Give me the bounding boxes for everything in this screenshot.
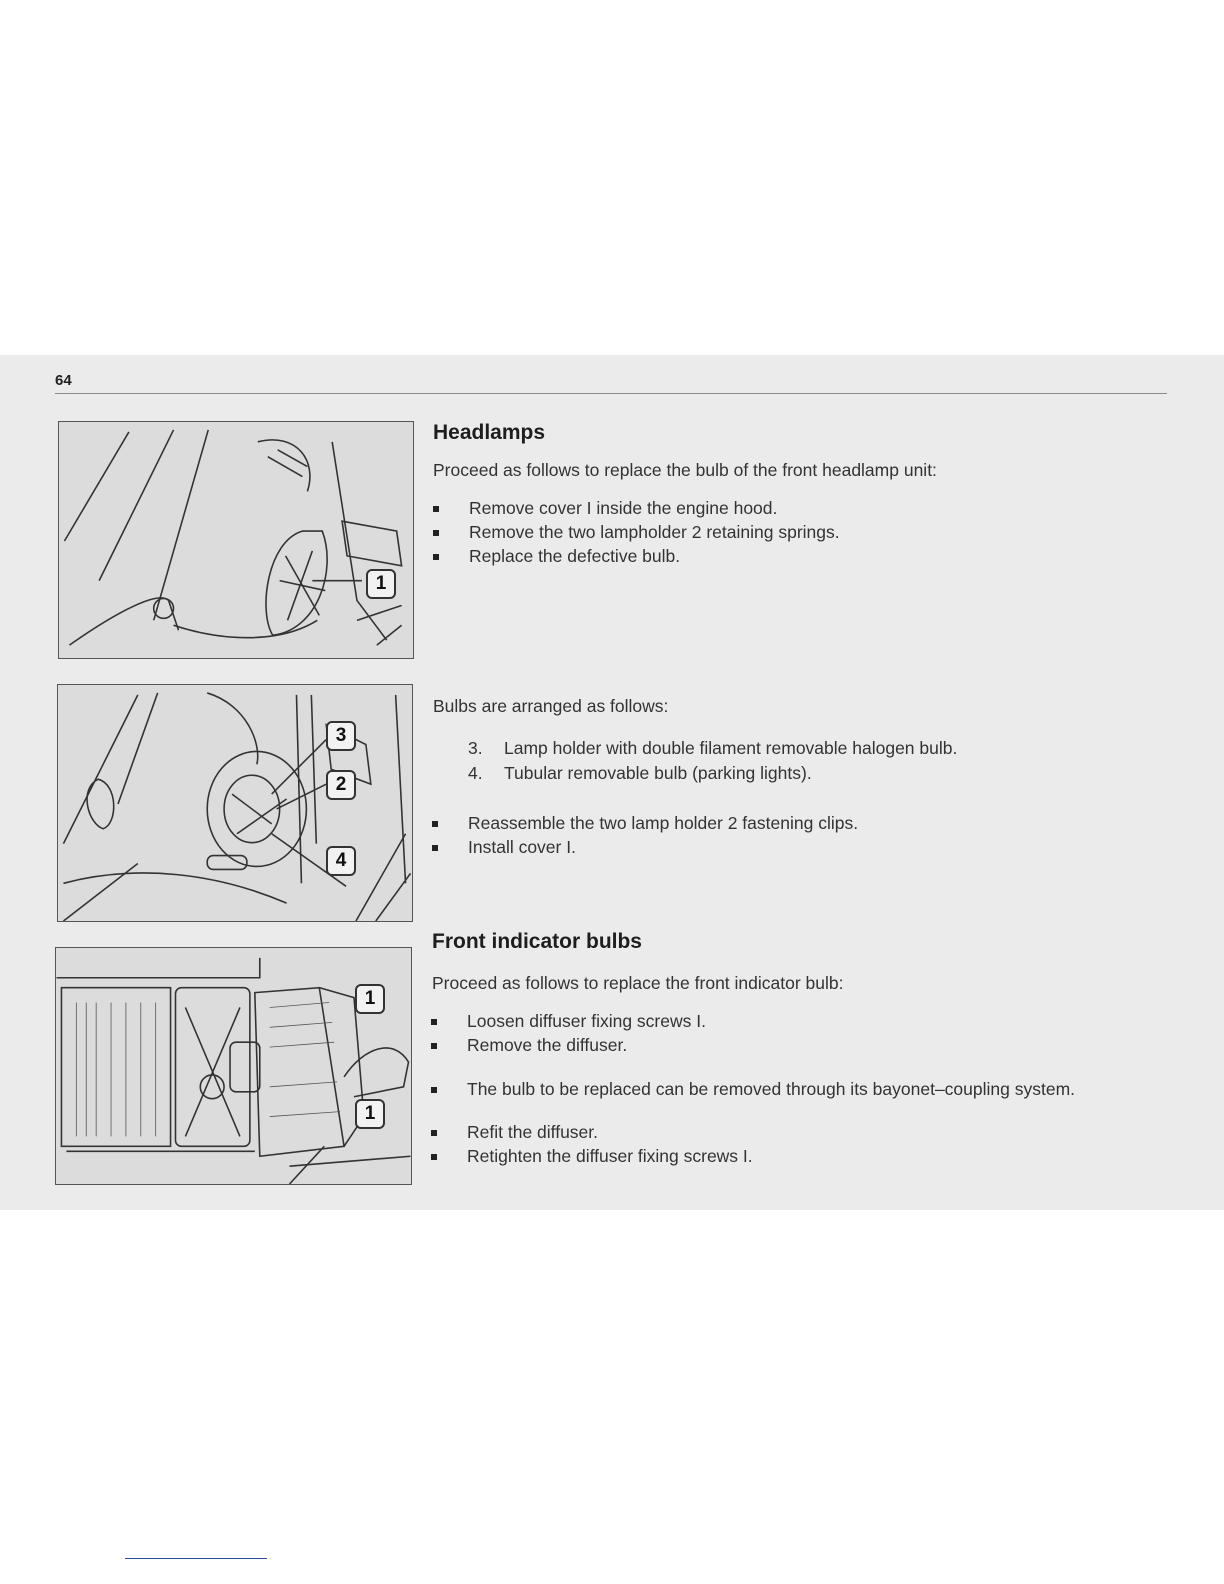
figure-lamp-holders <box>57 684 413 922</box>
refit-steps <box>429 1120 753 1168</box>
list-item: Remove the two lampholder 2 retaining springs. <box>431 520 840 544</box>
front-indicator-illustration <box>56 948 411 1184</box>
callout-4: 4 <box>326 846 356 876</box>
item-number: 4. <box>468 763 483 783</box>
arrangement-intro: Bulbs are arranged as follows: <box>433 696 669 716</box>
list-item: Remove cover I inside the engine hood. <box>431 496 840 520</box>
list-item: The bulb to be replaced can be removed through its bayonet–coupling system. <box>429 1077 1075 1101</box>
reassembly-steps <box>430 811 858 859</box>
headlamps-heading: Headlamps <box>433 421 546 444</box>
headlamp-cover-illustration <box>59 422 413 658</box>
list-item: Refit the diffuser. <box>429 1120 753 1144</box>
list-item <box>468 761 957 786</box>
bulb-arrangement-list <box>468 736 957 786</box>
bayonet-note <box>429 1077 1075 1101</box>
indicator-heading: Front indicator bulbs <box>432 930 642 953</box>
header-rule <box>55 393 1167 394</box>
list-item: Remove the diffuser. <box>429 1033 706 1057</box>
lamp-holders-illustration <box>58 685 412 921</box>
callout-2: 2 <box>326 770 356 800</box>
headlamps-intro: Proceed as follows to replace the bulb of the front headlamp unit: <box>433 460 937 480</box>
list-item: Reassemble the two lamp holder 2 fastening clips. <box>430 811 858 835</box>
list-item: Loosen diffuser fixing screws I. <box>429 1009 706 1033</box>
page-number: 64 <box>55 372 72 389</box>
callout-1-bottom: 1 <box>355 1099 385 1129</box>
callout-1: 1 <box>366 569 396 599</box>
list-item: Replace the defective bulb. <box>431 544 840 568</box>
indicator-steps <box>429 1009 706 1057</box>
callout-3: 3 <box>326 721 356 751</box>
figure-front-indicator <box>55 947 412 1185</box>
item-number: 3. <box>468 738 483 758</box>
item-text: Tubular removable bulb (parking lights). <box>504 763 812 783</box>
item-text: Lamp holder with double filament removable halogen bulb. <box>504 738 958 758</box>
list-item: Retighten the diffuser fixing screws I. <box>429 1144 753 1168</box>
footer-link-line <box>125 1558 267 1559</box>
callout-1-top: 1 <box>355 984 385 1014</box>
headlamps-steps <box>431 496 840 568</box>
figure-headlamp-cover <box>58 421 414 659</box>
list-item: Install cover I. <box>430 835 858 859</box>
list-item <box>468 736 957 761</box>
indicator-intro: Proceed as follows to replace the front indicator bulb: <box>432 973 844 993</box>
